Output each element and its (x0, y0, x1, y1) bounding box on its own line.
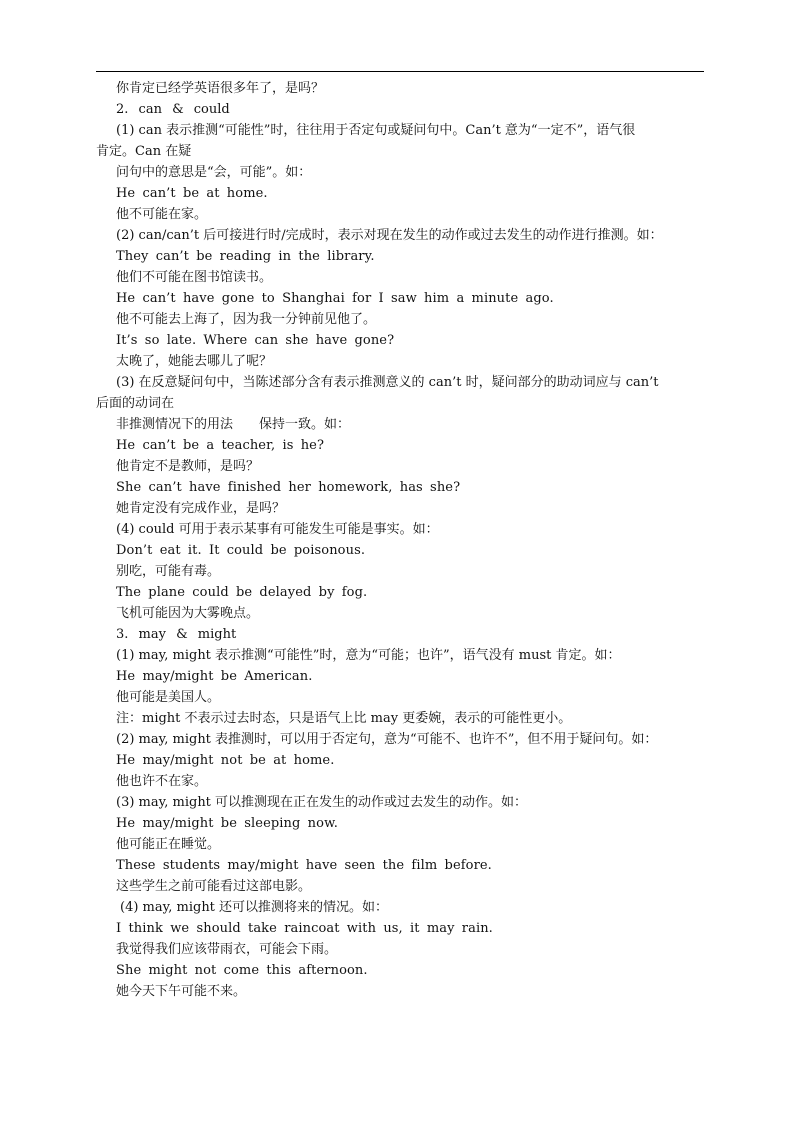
example-translation: 他肯定不是教师，是吗？ (116, 459, 260, 474)
example-sentence: She can’t have finished her homework, has she? (116, 480, 461, 495)
example-translation: 他们不可能在图书馆读书。 (116, 270, 273, 285)
example-translation: 他也许不在家。 (116, 774, 208, 789)
document-body (96, 78, 716, 1002)
text-line: (4) could 可用于表示某事有可能发生可能是事实。如： (116, 522, 439, 537)
example-sentence: He may/might be sleeping now. (116, 816, 338, 831)
example-translation: 太晚了，她能去哪儿了呢？ (116, 354, 273, 369)
example-translation: 我觉得我们应该带雨衣，可能会下雨。 (116, 942, 338, 957)
text-line: 肯定。Can 在疑 (96, 144, 192, 159)
example-sentence: I think we should take raincoat with us, it may rain. (116, 921, 493, 936)
example-translation: 他不可能去上海了，因为我一分钟前见他了。 (116, 312, 377, 327)
example-translation: 他可能正在睡觉。 (116, 837, 221, 852)
example-sentence: He can’t have gone to Shanghai for I saw him a minute ago. (116, 291, 554, 306)
example-translation: 这些学生之前可能看过这部电影。 (116, 879, 312, 894)
example-translation: 她肯定没有完成作业，是吗？ (116, 501, 286, 516)
text-line: 非推测情况下的用法 保持一致。如： (116, 417, 351, 432)
example-sentence: It’s so late. Where can she have gone? (116, 333, 395, 348)
section-heading: 3. may & might (116, 627, 237, 642)
example-sentence: She might not come this afternoon. (116, 963, 368, 978)
example-sentence: These students may/might have seen the film before. (116, 858, 492, 873)
text-line: (2) can/can’t 后可接进行时/完成时，表示对现在发生的动作或过去发生的动作进行推测。如： (116, 228, 663, 243)
text-line: 问句中的意思是“会，可能”。如： (116, 165, 312, 180)
header-rule (96, 71, 704, 72)
example-sentence: The plane could be delayed by fog. (116, 585, 368, 600)
example-sentence: He can’t be a teacher, is he? (116, 438, 325, 453)
example-sentence: They can’t be reading in the library. (116, 249, 375, 264)
example-sentence: He may/might not be at home. (116, 753, 335, 768)
text-line: (1) may, might 表示推测“可能性”时，意为“可能；也许”，语气没有 must 肯定。如： (116, 648, 621, 663)
text-line: 后面的动词在 (96, 396, 175, 411)
example-translation: 他可能是美国人。 (116, 690, 221, 705)
text-line: (3) may, might 可以推测现在正在发生的动作或过去发生的动作。如： (116, 795, 528, 810)
example-translation: 她今天下午可能不来。 (116, 984, 247, 999)
text-line: 你肯定已经学英语很多年了，是吗？ (116, 81, 325, 96)
example-sentence: He can’t be at home. (116, 186, 268, 201)
example-translation: 别吃，可能有毒。 (116, 564, 221, 579)
example-translation: 飞机可能因为大雾晚点。 (116, 606, 260, 621)
text-line: (1) can 表示推测“可能性”时，往往用于否定句或疑问句中。Can’t 意为“一定不”，语气很 (116, 123, 636, 138)
example-sentence: Don’t eat it. It could be poisonous. (116, 543, 366, 558)
text-line: (4) may, might 还可以推测将来的情况。如： (120, 900, 389, 915)
text-line: (3) 在反意疑问句中，当陈述部分含有表示推测意义的 can’t 时，疑问部分的助动词应与 can’t (116, 375, 659, 390)
example-sentence: He may/might be American. (116, 669, 313, 684)
section-heading: 2. can & could (116, 102, 230, 117)
note-line: 注：might 不表示过去时态，只是语气上比 may 更委婉，表示的可能性更小。 (116, 711, 572, 726)
example-translation: 他不可能在家。 (116, 207, 208, 222)
text-line: (2) may, might 表推测时，可以用于否定句，意为“可能不、也许不”，但不用于疑问句。如： (116, 732, 658, 747)
